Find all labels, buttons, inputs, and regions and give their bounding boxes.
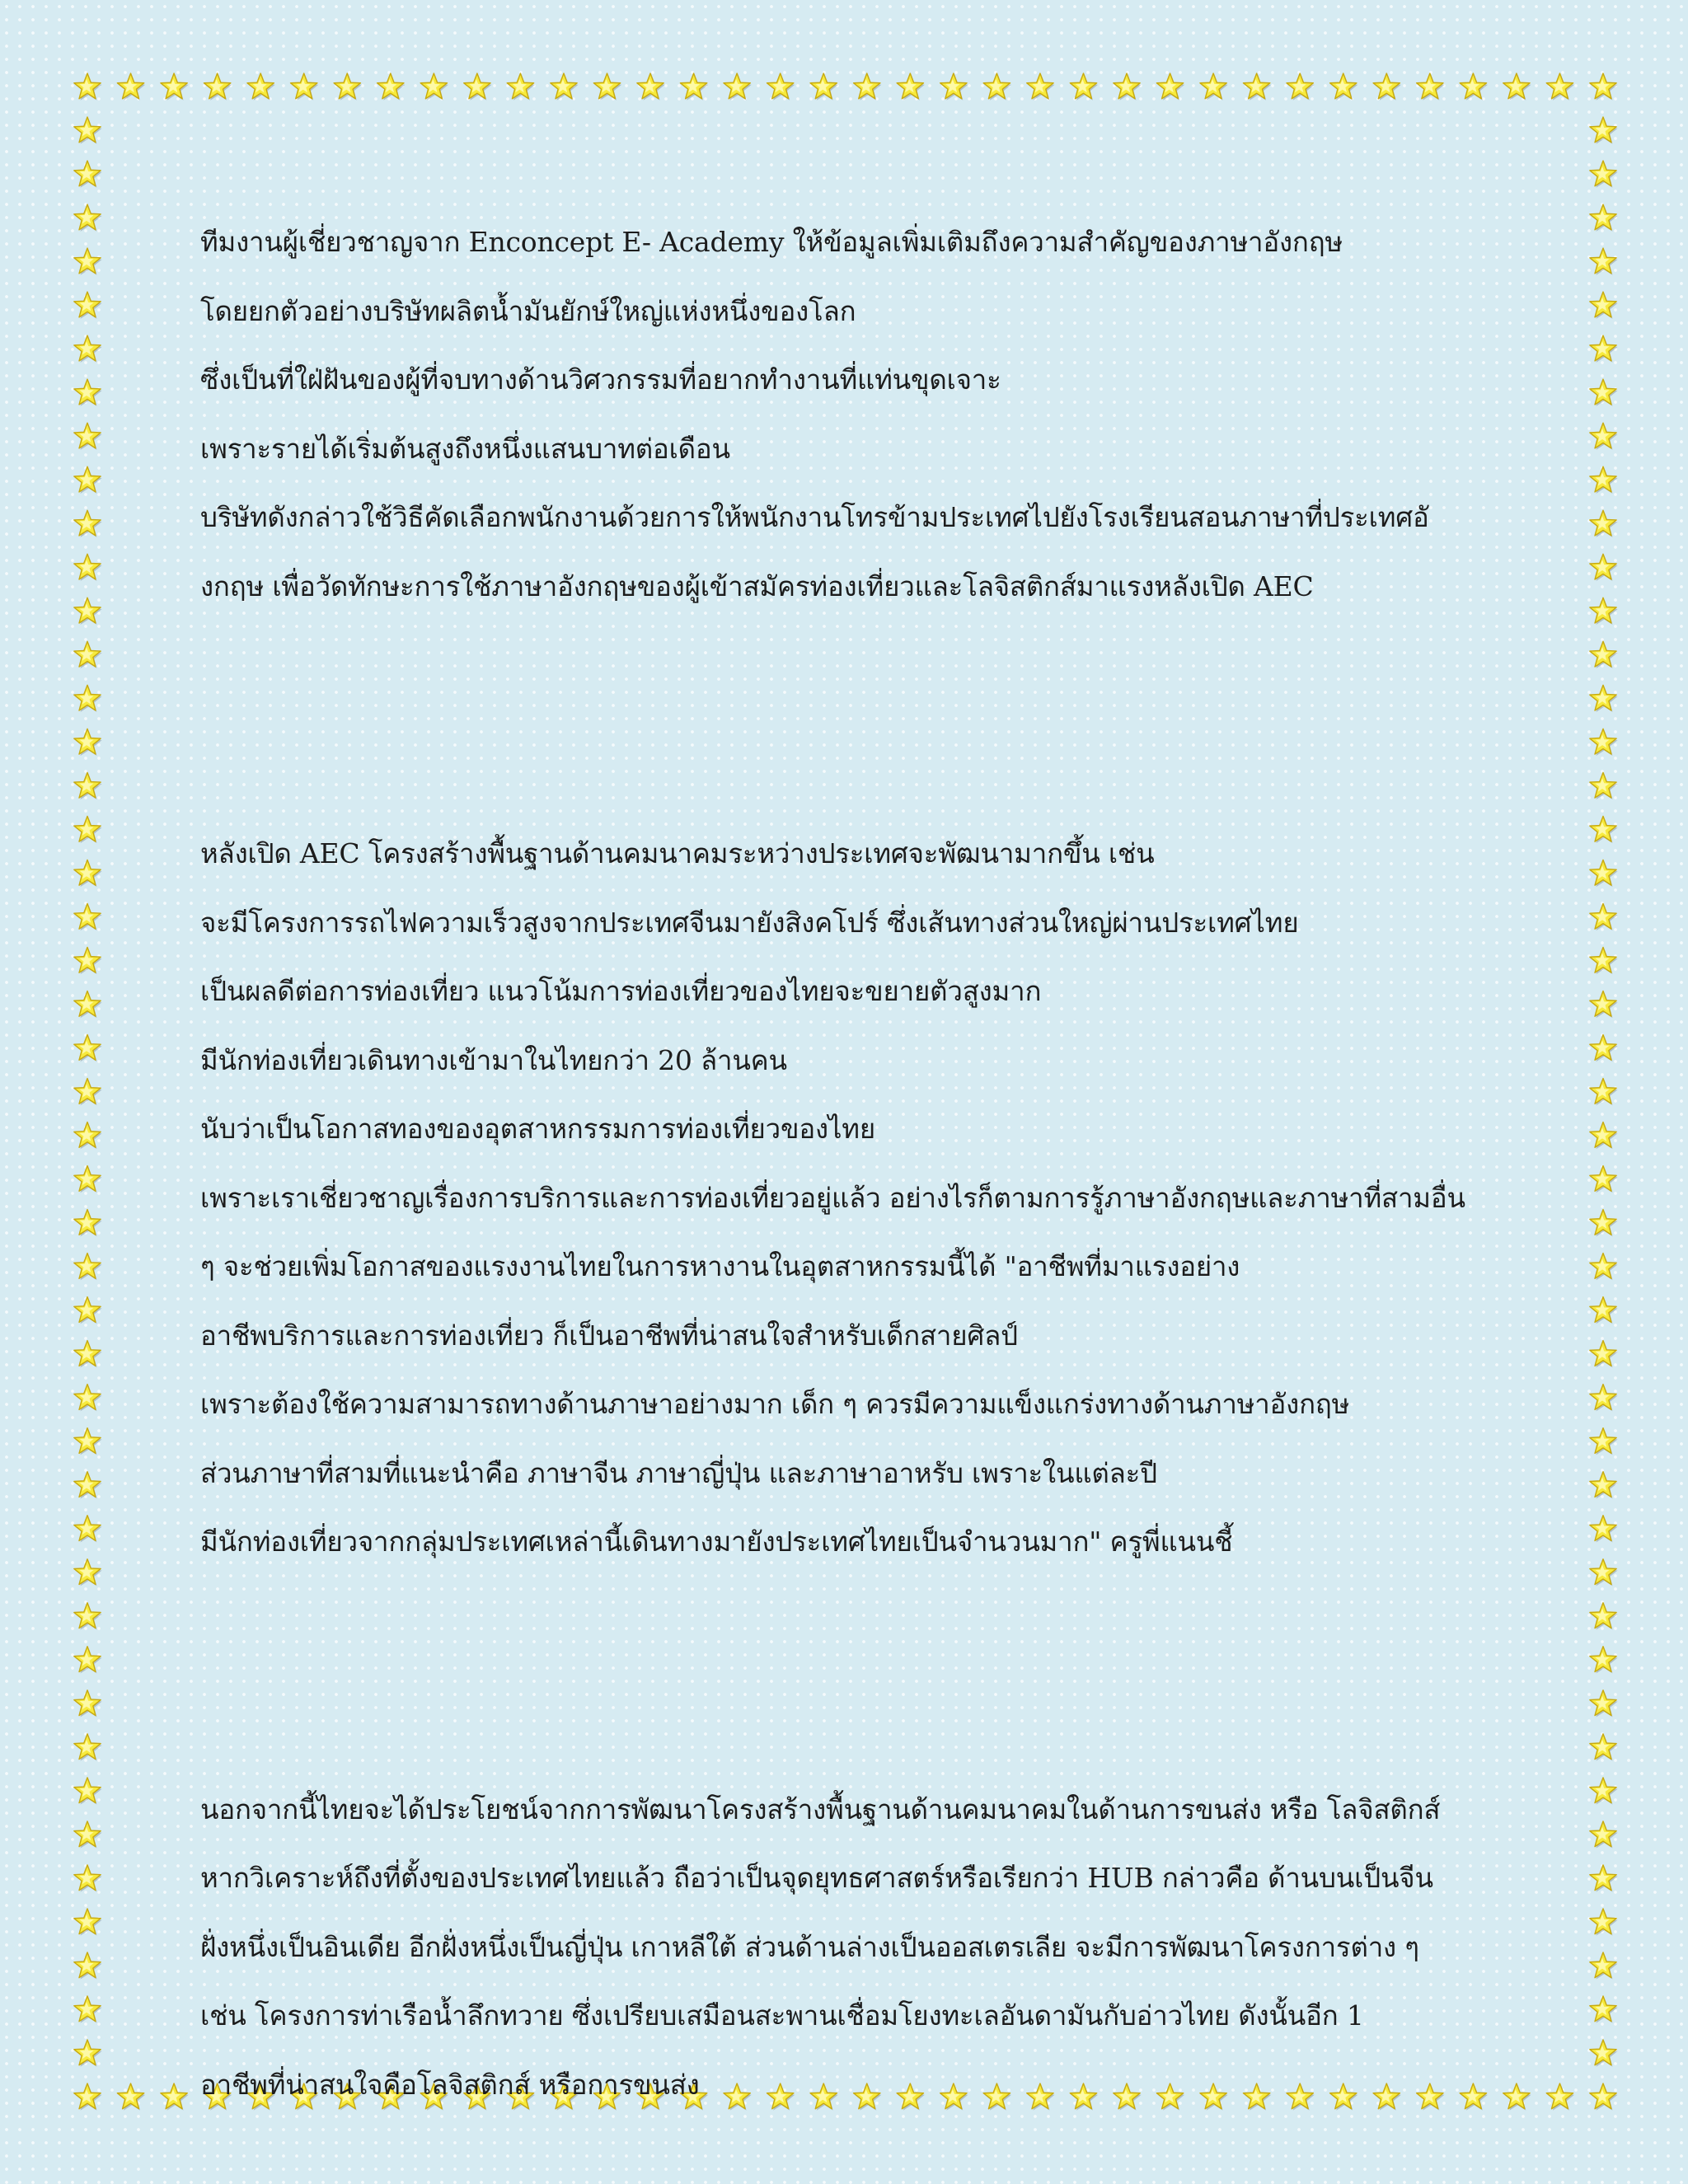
- paragraph-line: นับว่าเป็นโอกาสทองของอุตสาหกรรมการท่องเที่ยวของไทย: [200, 1113, 875, 1145]
- star-icon: [1590, 1428, 1618, 1455]
- star-icon: [74, 947, 102, 974]
- star-icon: [74, 204, 102, 232]
- star-icon: [334, 73, 362, 101]
- star-icon: [74, 1210, 102, 1237]
- star-icon: [74, 554, 102, 581]
- star-icon: [1590, 1952, 1618, 1980]
- star-icon: [74, 1996, 102, 2023]
- star-icon: [1546, 73, 1574, 101]
- star-icon: [1590, 466, 1618, 494]
- star-icon: [464, 73, 492, 101]
- star-icon: [1590, 1909, 1618, 1936]
- star-icon: [74, 860, 102, 887]
- star-icon: [1590, 1516, 1618, 1543]
- star-icon: [74, 1166, 102, 1193]
- star-icon: [1590, 335, 1618, 363]
- star-icon: [1503, 73, 1531, 101]
- star-icon: [637, 73, 665, 101]
- star-icon: [1590, 685, 1618, 712]
- star-icon: [1027, 73, 1055, 101]
- star-icon: [1590, 2083, 1618, 2111]
- star-icon: [74, 1297, 102, 1324]
- star-icon: [1590, 729, 1618, 756]
- star-icon: [1590, 903, 1618, 930]
- paragraph-line: โดยยกตัวอย่างบริษัทผลิตน้ำมันยักษ์ใหญ่แห่งหนึ่งของโลก: [200, 294, 856, 327]
- star-icon: [74, 598, 102, 625]
- document-body: [200, 208, 1486, 2119]
- star-icon: [1590, 1559, 1618, 1586]
- star-icon: [74, 423, 102, 450]
- paragraph-line: ฝั่งหนึ่งเป็นอินเดีย อีกฝั่งหนึ่งเป็นญี่ปุ่น เกาหลีใต้ ส่วนด้านล่างเป็นออสเตรเลีย จะมีการพัฒนาโครงการต่าง ๆ: [200, 1930, 1419, 1963]
- star-icon: [74, 729, 102, 756]
- star-icon: [74, 161, 102, 188]
- star-icon: [1546, 2083, 1574, 2111]
- star-icon: [74, 292, 102, 319]
- star-icon: [1590, 292, 1618, 319]
- paragraph-line: มีนักท่องเที่ยวเดินทางเข้ามาในไทยกว่า 20 ล้านคน: [200, 1043, 787, 1076]
- star-icon: [74, 1821, 102, 1849]
- star-icon: [1200, 73, 1228, 101]
- star-icon: [161, 73, 189, 101]
- paragraph-line: เช่น โครงการท่าเรือน้ำลึกทวาย ซึ่งเปรียบเสมือนสะพานเชื่อมโยงทะเลอันดามันกับอ่าวไทย ดังนั้นอีก 1: [200, 1999, 1364, 2032]
- star-icon: [1590, 1034, 1618, 1062]
- star-icon: [420, 73, 448, 101]
- star-icon: [74, 248, 102, 275]
- star-icon: [1590, 860, 1618, 887]
- star-icon: [74, 1254, 102, 1281]
- star-icon: [1590, 1690, 1618, 1718]
- star-icon: [1590, 161, 1618, 188]
- star-icon: [74, 1034, 102, 1062]
- star-icon: [74, 641, 102, 668]
- star-icon: [74, 2083, 102, 2111]
- star-icon: [74, 1122, 102, 1150]
- star-icon: [1590, 554, 1618, 581]
- star-icon: [551, 73, 579, 101]
- star-icon: [1590, 379, 1618, 406]
- paragraph-line: อาชีพบริการและการท่องเที่ยว ก็เป็นอาชีพที่น่าสนใจสำหรับเด็กสายศิลป์: [200, 1319, 1018, 1352]
- paragraph-line: ๆ จะช่วยเพิ่มโอกาสของแรงงานไทยในการหางานในอุตสาหกรรมนี้ได้ "อาชีพที่มาแรงอย่าง: [200, 1250, 1240, 1282]
- paragraph-line: หากวิเคราะห์ถึงที่ตั้งของประเทศไทยแล้ว ถือว่าเป็นจุดยุทธศาสตร์หรือเรียกว่า HUB กล่าวคือ ด้านบนเป็นจีน: [200, 1862, 1433, 1894]
- star-icon: [74, 903, 102, 930]
- star-icon: [940, 73, 968, 101]
- star-icon: [74, 2040, 102, 2067]
- paragraph-line: ส่วนภาษาที่สามที่แนะนำคือ ภาษาจีน ภาษาญี่ปุ่น และภาษาอาหรับ เพราะในแต่ละปี: [200, 1456, 1157, 1489]
- star-icon: [117, 2083, 145, 2111]
- star-icon: [724, 73, 752, 101]
- paragraph-line: อาชีพที่น่าสนใจคือโลจิสติกส์ หรือการขนส่ง: [200, 2068, 700, 2101]
- star-icon: [897, 73, 925, 101]
- star-icon: [1243, 73, 1271, 101]
- star-icon: [1590, 1647, 1618, 1674]
- paragraph-2: [200, 819, 1486, 1577]
- star-icon: [74, 1079, 102, 1106]
- star-icon: [74, 379, 102, 406]
- star-icon: [1590, 1297, 1618, 1324]
- star-icon: [1590, 1341, 1618, 1368]
- paragraph-line: มีนักท่องเที่ยวจากกลุ่มประเทศเหล่านี้เดินทางมายังประเทศไทยเป็นจำนวนมาก" ครูพี่แนนชี้: [200, 1526, 1233, 1558]
- star-icon: [204, 73, 232, 101]
- paragraph-line: เป็นผลดีต่อการท่องเที่ยว แนวโน้มการท่องเที่ยวของไทยจะขยายตัวสูงมาก: [200, 975, 1042, 1007]
- star-icon: [1590, 1734, 1618, 1761]
- star-icon: [74, 1865, 102, 1892]
- star-icon: [1590, 2040, 1618, 2067]
- star-icon: [74, 1516, 102, 1543]
- paragraph-line: ซึ่งเป็นที่ใฝ่ฝันของผู้ที่จบทางด้านวิศวกรรมที่อยากทำงานที่แท่นขุดเจาะ: [200, 363, 1001, 396]
- star-icon: [1590, 772, 1618, 799]
- star-icon: [74, 1952, 102, 1980]
- star-icon: [1590, 1603, 1618, 1630]
- star-icon: [1590, 1472, 1618, 1499]
- star-icon: [1590, 117, 1618, 144]
- paragraph-line: นอกจากนี้ไทยจะได้ประโยชน์จากการพัฒนาโครงสร้างพื้นฐานด้านคมนาคมในด้านการขนส่ง หรือ โลจิสติกส์: [200, 1793, 1441, 1825]
- star-icon: [1114, 73, 1142, 101]
- paragraph-3: [200, 1775, 1486, 2120]
- star-icon: [1070, 73, 1098, 101]
- star-icon: [74, 1559, 102, 1586]
- star-icon: [1590, 1821, 1618, 1849]
- star-icon: [74, 1778, 102, 1805]
- star-icon: [1590, 1210, 1618, 1237]
- star-icon: [291, 73, 319, 101]
- star-icon: [1590, 641, 1618, 668]
- star-icon: [74, 1734, 102, 1761]
- paragraph-line: หลังเปิด AEC โครงสร้างพื้นฐานด้านคมนาคมระหว่างประเทศจะพัฒนามากขึ้น เช่น: [200, 837, 1155, 869]
- star-icon: [1590, 248, 1618, 275]
- star-icon: [1590, 991, 1618, 1018]
- star-icon: [810, 73, 838, 101]
- star-icon: [1590, 947, 1618, 974]
- star-icon: [680, 73, 708, 101]
- paragraph-line: เพราะต้องใช้ความสามารถทางด้านภาษาอย่างมาก เด็ก ๆ ควรมีความแข็งแกร่งทางด้านภาษาอังกฤษ: [200, 1388, 1350, 1420]
- star-icon: [1156, 73, 1184, 101]
- star-icon: [1590, 510, 1618, 537]
- star-icon: [1590, 1254, 1618, 1281]
- star-icon: [1460, 73, 1488, 101]
- star-icon: [854, 73, 882, 101]
- star-icon: [74, 510, 102, 537]
- star-icon: [74, 991, 102, 1018]
- star-icon: [74, 466, 102, 494]
- star-icon: [74, 816, 102, 843]
- paragraph-line: ทีมงานผู้เชี่ยวชาญจาก Enconcept E- Academy ให้ข้อมูลเพิ่มเติมถึงความสำคัญของภาษาอังกฤษ: [200, 226, 1343, 258]
- star-icon: [1590, 423, 1618, 450]
- paragraph-line: เพราะรายได้เริ่มต้นสูงถึงหนึ่งแสนบาทต่อเดือน: [200, 432, 730, 465]
- star-icon: [767, 73, 795, 101]
- star-icon: [74, 117, 102, 144]
- star-icon: [74, 1428, 102, 1455]
- star-icon: [1590, 1778, 1618, 1805]
- star-icon: [74, 772, 102, 799]
- star-icon: [1287, 73, 1315, 101]
- star-icon: [1590, 1079, 1618, 1106]
- star-icon: [74, 1647, 102, 1674]
- star-icon: [247, 73, 275, 101]
- star-icon: [74, 1909, 102, 1936]
- paragraph-line: บริษัทดังกล่าวใช้วิธีคัดเลือกพนักงานด้วยการให้พนักงานโทรข้ามประเทศไปยังโรงเรียนสอนภาษาที่ประเทศอั: [200, 501, 1429, 533]
- star-icon: [117, 73, 145, 101]
- star-icon: [1590, 1865, 1618, 1892]
- star-icon: [377, 73, 406, 101]
- paragraph-line: จะมีโครงการรถไฟความเร็วสูงจากประเทศจีนมายังสิงคโปร์ ซึ่งเส้นทางส่วนใหญ่ผ่านประเทศไทย: [200, 906, 1299, 939]
- star-icon: [74, 1603, 102, 1630]
- star-icon: [1590, 816, 1618, 843]
- paragraph-line: งกฤษ เพื่อวัดทักษะการใช้ภาษาอังกฤษของผู้เข้าสมัครท่องเที่ยวและโลจิสติกส์มาแรงหลังเปิด AEC: [200, 569, 1314, 602]
- star-icon: [1417, 73, 1445, 101]
- star-icon: [1503, 2083, 1531, 2111]
- star-icon: [507, 73, 535, 101]
- star-icon: [1590, 1385, 1618, 1412]
- star-icon: [983, 73, 1011, 101]
- paragraph-1: [200, 208, 1486, 621]
- star-icon: [161, 2083, 189, 2111]
- star-icon: [74, 685, 102, 712]
- star-icon: [1590, 1166, 1618, 1193]
- star-icon: [74, 1341, 102, 1368]
- star-icon: [1590, 204, 1618, 232]
- star-icon: [74, 1385, 102, 1412]
- star-icon: [74, 335, 102, 363]
- star-icon: [593, 73, 621, 101]
- star-icon: [74, 1690, 102, 1718]
- star-icon: [74, 73, 102, 101]
- star-icon: [74, 1472, 102, 1499]
- paragraph-line: เพราะเราเชี่ยวชาญเรื่องการบริการและการท่องเที่ยวอยู่แล้ว อย่างไรก็ตามการรู้ภาษาอังกฤษและภาษาที่สามอื่น: [200, 1181, 1465, 1214]
- star-icon: [1590, 1122, 1618, 1150]
- star-icon: [1373, 73, 1401, 101]
- star-icon: [1590, 598, 1618, 625]
- star-icon: [1590, 1996, 1618, 2023]
- star-icon: [1590, 73, 1618, 101]
- star-icon: [1330, 73, 1358, 101]
